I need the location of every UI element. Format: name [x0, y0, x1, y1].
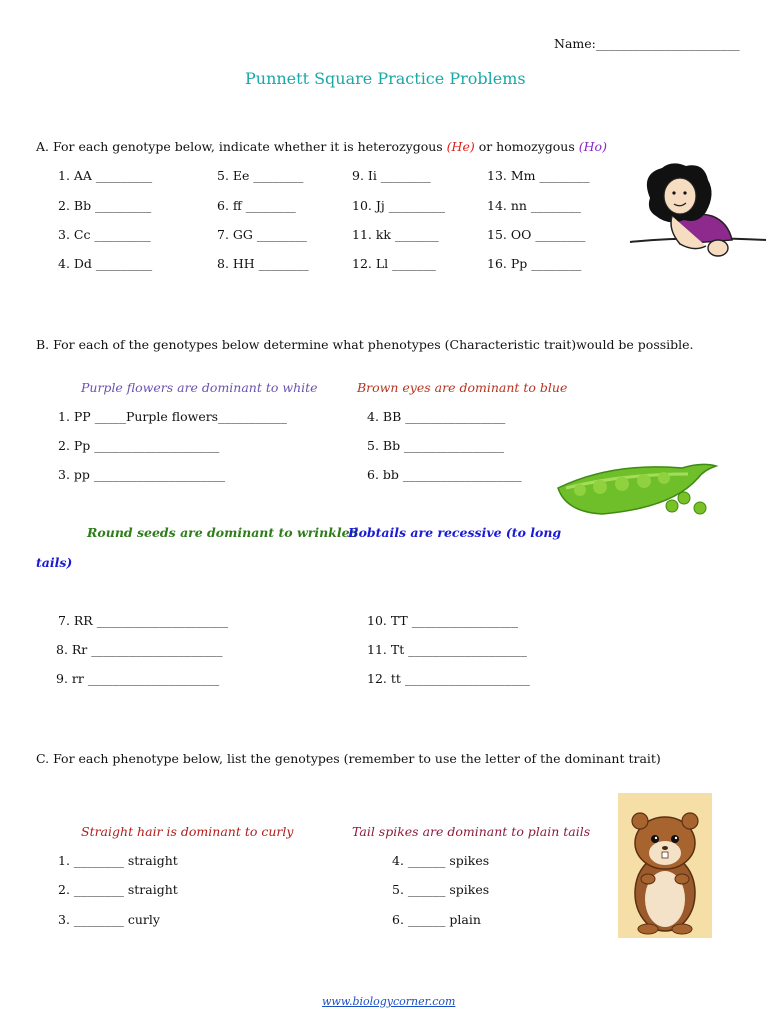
genotype-item-4[interactable]: 4. Dd _________	[58, 256, 153, 271]
he-label: (He)	[446, 139, 475, 154]
genotype-item-1[interactable]: 1. AA _________	[58, 168, 153, 183]
phenotype-item-6[interactable]: 6. bb ___________________	[367, 467, 522, 482]
phenotype-item-3[interactable]: 3. pp _____________________	[58, 467, 226, 482]
purple-flowers-note: Purple flowers are dominant to white	[81, 380, 318, 395]
genotype-item-12[interactable]: 12. Ll _______	[352, 256, 436, 271]
phenotype-item-2[interactable]: 2. Pp ____________________	[58, 438, 220, 453]
genotype-item-6[interactable]: 6. ff ________	[217, 198, 296, 213]
genotype-item-10[interactable]: 10. Jj _________	[352, 198, 445, 213]
genotype-item-9[interactable]: 9. Ii ________	[352, 168, 431, 183]
section-c-heading: C. For each phenotype below, list the genotypes (remember to use the letter of the dominant trait)	[36, 751, 661, 766]
hamster-illustration	[618, 793, 712, 938]
round-seeds-note: Round seeds are dominant to wrinkled	[87, 525, 359, 540]
tail-spikes-note: Tail spikes are dominant to plain tails	[352, 824, 591, 839]
straight-hair-note: Straight hair is dominant to curly	[81, 824, 294, 839]
genotype-answer-5[interactable]: 5. ______ spikes	[392, 882, 490, 897]
phenotype-item-4[interactable]: 4. BB ________________	[367, 409, 506, 424]
genotype-answer-2[interactable]: 2. ________ straight	[58, 882, 178, 897]
genotype-answer-4[interactable]: 4. ______ spikes	[392, 853, 490, 868]
page-title: Punnett Square Practice Problems	[245, 69, 526, 88]
genotype-item-13[interactable]: 13. Mm ________	[487, 168, 590, 183]
genotype-item-11[interactable]: 11. kk _______	[352, 227, 439, 242]
biologycorner-link[interactable]: www.biologycorner.com	[322, 995, 456, 1008]
phenotype-item-1[interactable]: 1. PP _____Purple flowers___________	[58, 409, 287, 424]
genotype-answer-3[interactable]: 3. ________ curly	[58, 912, 160, 927]
section-a-heading	[36, 139, 607, 154]
section-a-middle: or homozygous	[474, 139, 579, 154]
phenotype-item-5[interactable]: 5. Bb ________________	[367, 438, 505, 453]
section-a-prefix: A. For each genotype below, indicate whether it is heterozygous	[36, 139, 447, 154]
phenotype-item-9[interactable]: 9. rr _____________________	[56, 671, 220, 686]
bobtails-note-continued: tails)	[36, 555, 73, 570]
pea-pod-illustration	[552, 452, 722, 522]
phenotype-item-11[interactable]: 11. Tt ___________________	[367, 642, 527, 657]
genotype-item-7[interactable]: 7. GG ________	[217, 227, 307, 242]
section-b-heading: B. For each of the genotypes below determine what phenotypes (Characteristic trait)would be possible.	[36, 337, 694, 352]
bobtails-note: Bobtails are recessive (to long	[348, 525, 562, 540]
genotype-item-5[interactable]: 5. Ee ________	[217, 168, 304, 183]
phenotype-item-8[interactable]: 8. Rr _____________________	[56, 642, 223, 657]
genotype-answer-6[interactable]: 6. ______ plain	[392, 912, 481, 927]
genotype-item-3[interactable]: 3. Cc _________	[58, 227, 151, 242]
brown-eyes-note: Brown eyes are dominant to blue	[357, 380, 568, 395]
genotype-item-14[interactable]: 14. nn ________	[487, 198, 581, 213]
genotype-answer-1[interactable]: 1. ________ straight	[58, 853, 178, 868]
genotype-item-16[interactable]: 16. Pp ________	[487, 256, 582, 271]
name-field[interactable]: Name:_______________________	[554, 36, 740, 51]
phenotype-item-12[interactable]: 12. tt ____________________	[367, 671, 530, 686]
phenotype-item-7[interactable]: 7. RR _____________________	[58, 613, 228, 628]
footer	[322, 993, 455, 1008]
ho-label: (Ho)	[578, 139, 607, 154]
genotype-item-8[interactable]: 8. HH ________	[217, 256, 309, 271]
genotype-item-15[interactable]: 15. OO ________	[487, 227, 586, 242]
girl-illustration	[628, 160, 768, 266]
phenotype-item-10[interactable]: 10. TT _________________	[367, 613, 518, 628]
genotype-item-2[interactable]: 2. Bb _________	[58, 198, 152, 213]
